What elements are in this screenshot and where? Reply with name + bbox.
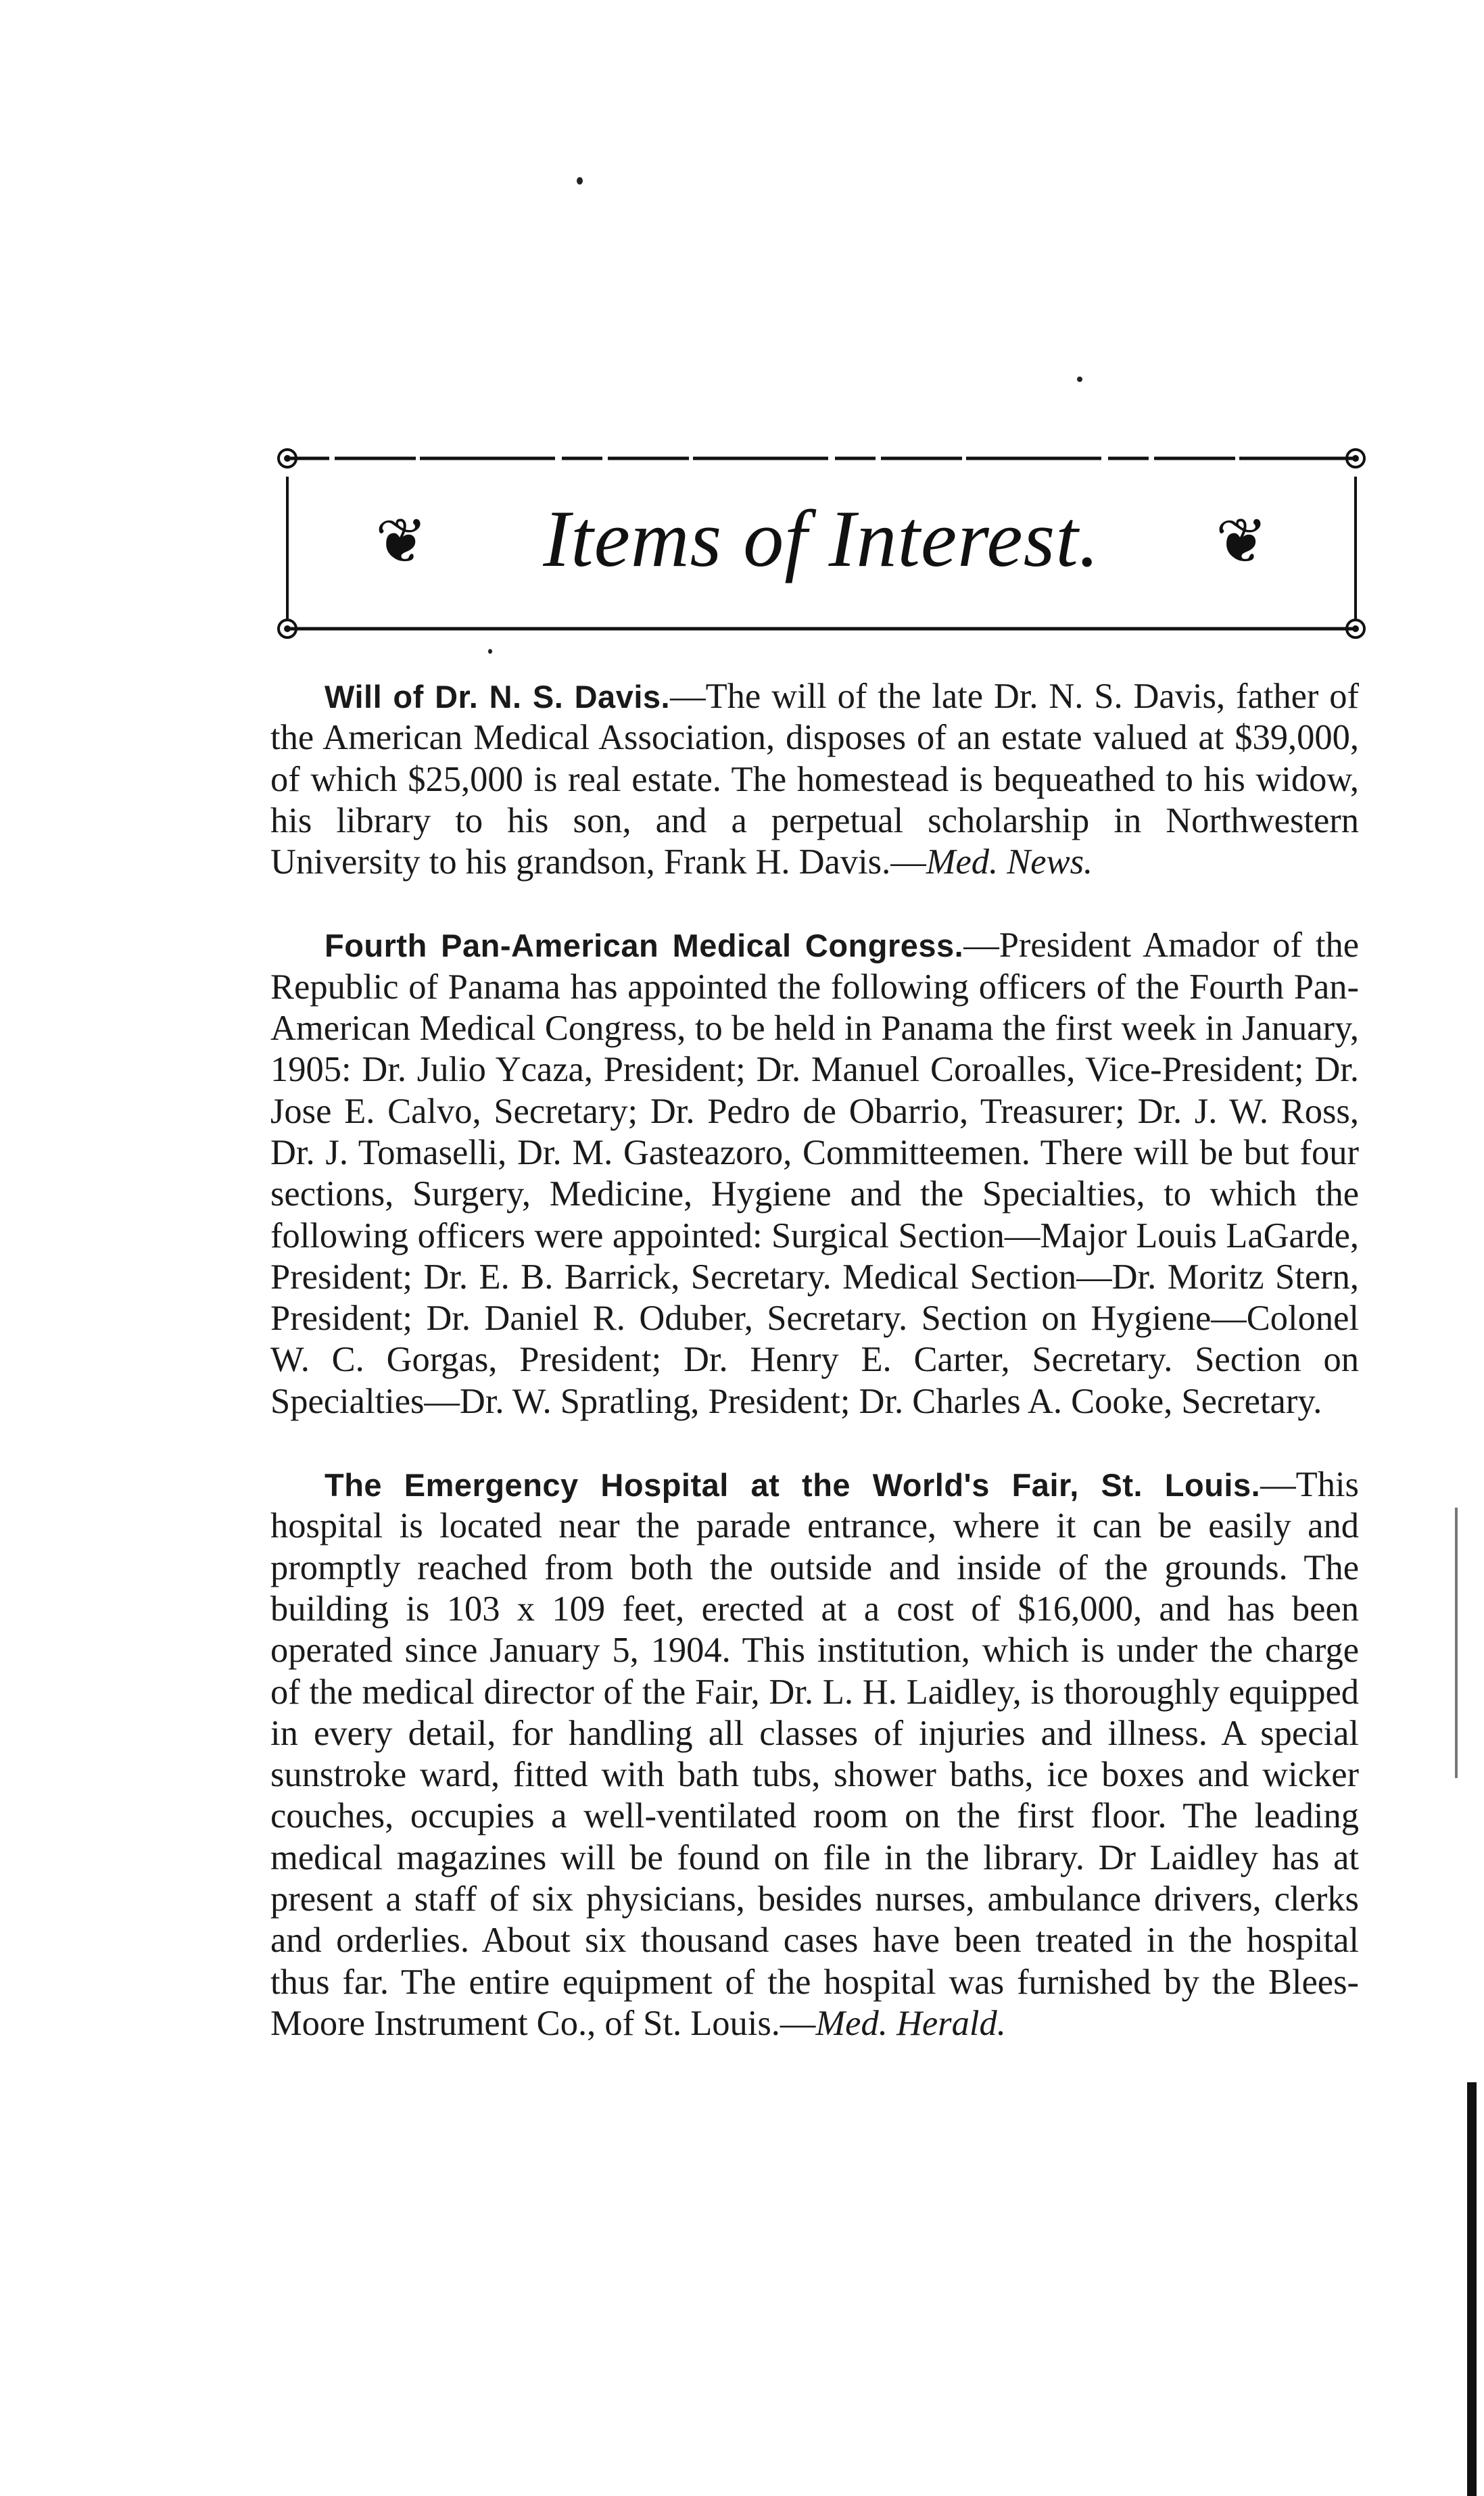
- article-body: —President Amador of the Republic of Panama has appointed the following officers of the Fourth Pan-American Medical Congress, to be held in Panama the first week in January, 1905: Dr. Julio Ycaza, President; Dr. Manuel Coroalles, Vice-President; Dr. Jose E. Calvo, Secretary; Dr. Pedro de Obarrio, Treasurer; Dr. J. W. Ross, Dr. J. Tomaselli, Dr. M. Gasteazoro, Committeemen. There will be but four sections, Surgery, Medicine, Hygiene and the Specialties, to which the following officers were appointed: Surgical Section—Major Louis LaGarde, President; Dr. E. B. Barrick, Secretary. Medical Section—Dr. Moritz Stern, President; Dr. Daniel R. Oduber, Secretary. Section on Hygiene—Colonel W. C. Gorgas, President; Dr. Henry E. Carter, Secretary. Section on Specialties—Dr. W. Spratling, President; Dr. Charles A. Cooke, Secretary.: [270, 926, 1359, 1421]
- article-heading: The Emergency Hospital at the World's Fair, St. Louis.: [325, 1467, 1261, 1504]
- scan-speck: [1077, 377, 1082, 382]
- article-item: [270, 925, 1359, 1422]
- article-item: [270, 1464, 1359, 2044]
- article-body: —This hospital is located near the parade entrance, where it can be easily and promptly reached from both the outside and inside of the grounds. The building is 103 x 109 feet, erected at a cost of $16,000, and has been operated since January 5, 1904. This institution, which is under the charge of the medical director of the Fair, Dr. L. H. Laidley, is thoroughly equipped in every detail, for handling all classes of injuries and illness. A special sunstroke ward, fitted with bath tubs, shower baths, ice boxes and wicker couches, occupies a well-ventilated room on the first floor. The leading medical magazines will be found on file in the library. Dr Laidley has at present a staff of six physicians, besides nurses, ambulance drivers, clerks and orderlies. About six thousand cases have been treated in the hospital thus far. The entire equipment of the hospital was furnished by the Blees-Moore Instrument Co., of St. Louis.—: [270, 1465, 1359, 2043]
- leaf-ornament-icon: ❦: [1215, 507, 1268, 576]
- scan-speck: [577, 177, 583, 185]
- article-body: —The will of the late Dr. N. S. Davis, father of the American Medical Association, disposes of an estate valued at $39,000, of which $25,000 is real estate. The homestead is bequeathed to his widow, his library to his son, and a perpetual scholarship in Northwestern University to his grandson, Frank H. Davis.—: [270, 677, 1359, 882]
- section-banner: [274, 446, 1369, 639]
- article-list: [270, 676, 1359, 2086]
- section-title: Items of Interest.: [543, 494, 1100, 583]
- article-source: Med. News.: [926, 842, 1093, 882]
- article-item: [270, 676, 1359, 883]
- article-heading: Will of Dr. N. S. Davis.: [325, 679, 671, 715]
- binding-shadow: [1455, 1508, 1458, 1778]
- article-paragraph: [270, 925, 1359, 1422]
- binding-shadow: [1467, 2082, 1477, 2496]
- leaf-ornament-icon: ❦: [375, 507, 428, 576]
- article-source: Med. Herald.: [815, 2003, 1006, 2043]
- article-paragraph: [270, 676, 1359, 883]
- article-heading: Fourth Pan-American Medical Congress.: [325, 928, 964, 964]
- scan-speck: [488, 649, 492, 654]
- article-paragraph: [270, 1464, 1359, 2044]
